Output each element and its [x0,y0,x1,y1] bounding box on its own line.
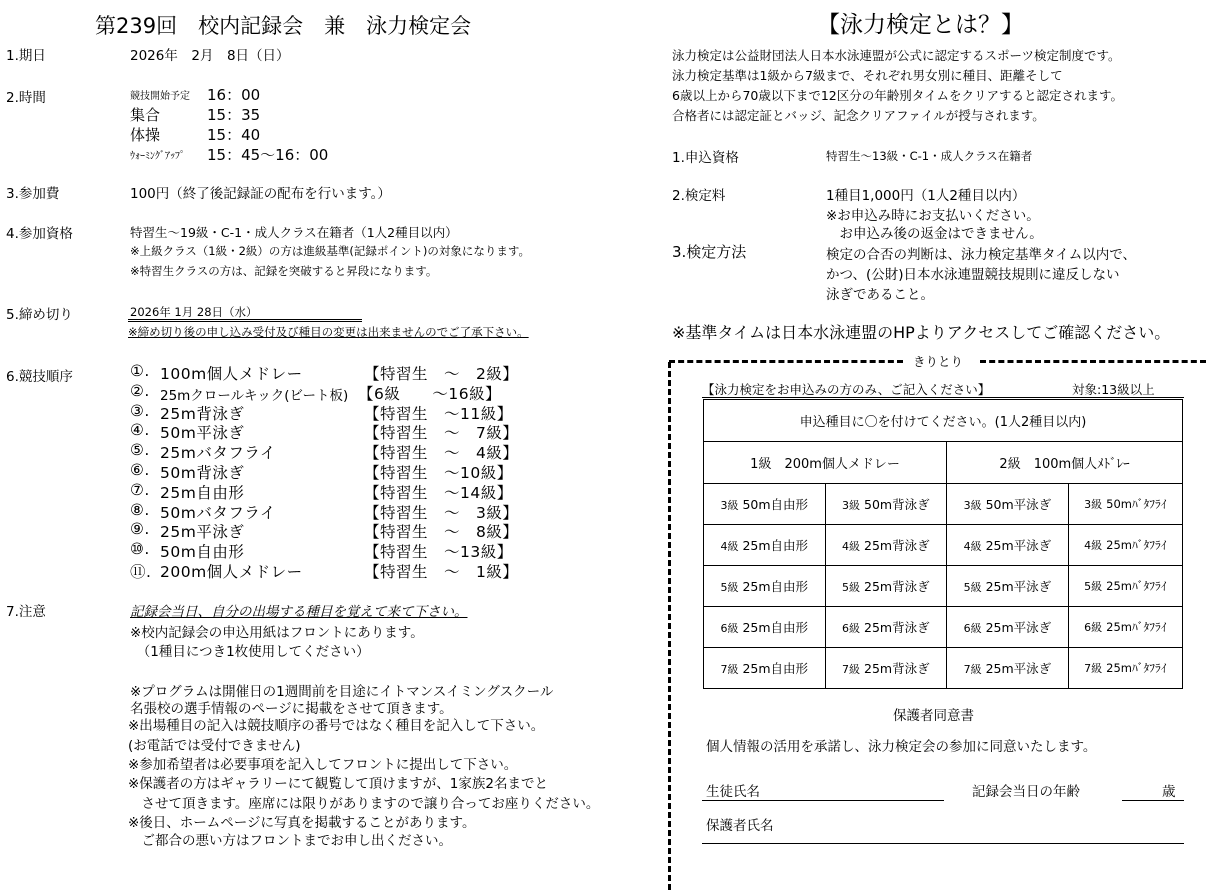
event-name: 25m自由形 [160,483,245,502]
instruction-cell: 申込種目に〇を付けてください。(1人2種目以内) [704,400,1183,442]
event-choice-cell[interactable] [704,566,826,607]
method-line: かつ、(公財)日本水泳連盟競技規則に違反しない [826,267,1120,283]
event-class-range: 【特習生 〜10級】 [364,464,513,482]
guardian-name-label: 保護者氏名 [706,818,774,834]
event-number: ⑥. [130,461,150,479]
event-class-range: 【特習生 〜13級】 [364,543,513,562]
date-label: 1.期日 [6,48,46,64]
method-label: 3.検定方法 [672,243,747,261]
time-row-warmup-value: 15：45〜16：00 [207,146,329,164]
event-choice-cell[interactable] [1068,566,1182,607]
event-choice-cell[interactable] [704,607,826,648]
event-name: 25m背泳ぎ [160,404,245,423]
event-class-range: 【6級 〜16級】 [358,384,502,403]
notes-line: ※参加希望者は必要事項を記入してフロントに提出して下さい。 [128,757,518,773]
exam-fee-line: 1種目1,000円（1人2種目以内） [826,188,1026,204]
event-choice-kyu: 7級 [842,663,861,676]
event-choice-cell[interactable] [947,525,1069,566]
age-field[interactable] [1122,800,1184,801]
event-number: ⑩. [130,540,150,559]
event-choice-kyu: 5級 [963,581,982,594]
event-choice-cell[interactable] [1068,648,1182,689]
age-unit: 歳 [1162,784,1176,800]
event-choice-kyu: 7級 [720,663,739,676]
event-class-range: 【特習生 〜 3級】 [364,503,519,522]
fee-value: 100円（終了後記録証の配布を行います。） [130,186,391,202]
form-header-underline [702,397,1184,398]
deadline-double-underline [128,319,362,322]
event-choice-name: 25m背泳ぎ [864,620,930,635]
event-choice-name: 25m自由形 [742,661,809,676]
notes-head: 記録会当日、自分の出場する種目を覚えて来て下さい。 [130,604,468,620]
notes-line: ※校内記録会の申込用紙はフロントにあります。 [130,625,424,641]
event-choice-kyu: 3級 [720,499,739,512]
notes-line: （1種目につき1枚使用してください） [130,644,370,660]
event-choice-name: 25m背泳ぎ [864,538,930,553]
eligibility-line: ※上級クラス（1級・2級）の方は進級基準(記録ポイント)の対象になります。 [130,244,530,258]
event-name: 50m背泳ぎ [160,464,245,482]
time-row-exercise-value: 15：40 [207,126,261,144]
event-choice-name: 25mﾊﾞﾀﾌﾗｲ [1106,538,1167,552]
notes-line: (お電話では受付できません) [128,738,301,754]
time-row-warmup-name: ｳｫｰﾐﾝｸﾞｱｯﾌﾟ [130,151,185,162]
event-choice-name: 25m自由形 [742,538,809,553]
event-name: 25mバタフライ [160,444,276,463]
event-name: 200m個人メドレー [160,563,303,581]
event-choice-name: 25m平泳ぎ [985,661,1052,676]
event-choice-cell[interactable] [825,607,947,648]
event-choice-cell[interactable] [947,607,1069,648]
notes-line: ※プログラムは開催日の1週間前を目途にイトマンスイミングスクール [130,684,554,700]
cutline-label: きりとり [913,354,964,369]
event-class-range: 【特習生 〜 1級】 [364,563,519,581]
event-choice-cell[interactable] [947,484,1069,525]
date-value: 2026年 2月 8日（日） [130,48,290,64]
event-class-range: 【特習生 〜 7級】 [364,424,519,443]
qual-value: 特習生〜13級・C-1・成人クラス在籍者 [826,149,1033,163]
event-choice-name: 25m平泳ぎ [985,620,1052,635]
notes-line: ご都合の悪い方はフロントまでお申し出ください。 [128,833,452,849]
event-choice-cell[interactable] [825,525,947,566]
event-choice-name: 25m背泳ぎ [864,661,930,676]
exam-fee-label: 2.検定料 [672,188,726,204]
eligibility-label: 4.参加資格 [6,226,73,242]
consent-title: 保護者同意書 [893,708,974,724]
intro-line: 泳力検定基準は1級から7級まで、それぞれ男女別に種目、距離そして [672,68,1063,83]
guardian-name-field[interactable] [702,843,1184,844]
event-number: ⑧. [130,500,150,519]
event-choice-name: 25mﾊﾞﾀﾌﾗｲ [1106,661,1167,675]
event-choice-cell[interactable] [825,566,947,607]
event-choice-name: 25m平泳ぎ [985,579,1052,594]
event-class-range: 【特習生 〜 2級】 [364,365,519,383]
notes-line: ※後日、ホームページに写真を掲載することがあります。 [128,815,476,831]
fee-label: 3.参加費 [6,186,60,202]
event-choice-name: 50m背泳ぎ [864,497,930,512]
event-name: 50mバタフライ [160,503,276,522]
event-name: 50m自由形 [160,543,245,562]
time-row-gather-value: 15：35 [207,106,261,124]
eligibility-line: 特習生〜19級・C-1・成人クラス在籍者（1人2種目以内） [130,225,458,240]
intro-line: 6歳以上から70歳以下まで12区分の年齢別タイムをクリアすると認定されます。 [672,88,1124,103]
event-choice-cell[interactable] [704,525,826,566]
event-choice-name: 50mﾊﾞﾀﾌﾗｲ [1106,497,1167,511]
event-class-range: 【特習生 〜14級】 [364,483,513,502]
left-title: 第239回 校内記録会 兼 泳力検定会 [95,14,472,38]
cutline-dash-vertical [668,362,671,890]
event-number: ⑪. [130,563,152,581]
eligibility-line: ※特習生クラスの方は、記録を突破すると昇段になります。 [130,264,438,278]
event-choice-kyu: 6級 [1084,621,1103,634]
notes-line: ※出場種目の記入は競技順序の番号ではなく種目を記入して下さい。 [128,718,545,734]
event-cell-1kyu[interactable]: 1級 200m個人メドレー [704,442,947,484]
deadline-label: 5.締め切り [6,307,73,323]
event-choice-cell[interactable] [1068,484,1182,525]
order-label: 6.競技順序 [6,369,73,385]
event-choice-kyu: 4級 [720,540,739,553]
event-choice-kyu: 5級 [1084,580,1103,593]
time-row-exercise-name: 体操 [130,126,161,144]
event-choice-name: 50m自由形 [742,497,809,512]
event-choice-cell[interactable] [704,484,826,525]
event-name: 25mクロールキック(ビート板) [160,387,349,404]
cutline-dash-left [669,360,903,363]
method-line: 検定の合否の判断は、泳力検定基準タイム以内で、 [826,247,1136,263]
event-class-range: 【特習生 〜 8級】 [364,523,519,542]
event-choice-kyu: 6級 [842,622,861,635]
cutline-dash-right [980,360,1206,363]
student-name-label: 生徒氏名 [706,784,760,800]
event-number: ⑤. [130,441,150,460]
consent-text: 個人情報の活用を承諾し、泳力検定会の参加に同意いたします。 [706,739,1097,755]
event-choice-cell[interactable] [1068,607,1182,648]
deadline-note: ※締め切り後の申し込み受付及び種目の変更は出来ませんのでご了承下さい。 [128,325,529,339]
event-choice-kyu: 3級 [963,499,982,512]
right-title: 【泳力検定とは？】 [817,12,1024,38]
age-label: 記録会当日の年齢 [972,784,1080,800]
event-choice-name: 25m平泳ぎ [985,538,1052,553]
notes-label: 7.注意 [6,604,46,620]
event-name: 100m個人メドレー [160,365,303,383]
event-choice-cell[interactable] [1068,525,1182,566]
time-row-start-name: 競技開始予定 [130,91,190,102]
event-number: ①. [130,362,150,380]
event-choice-cell[interactable] [947,648,1069,689]
event-choice-name: 25m自由形 [742,620,809,635]
event-choice-kyu: 6級 [720,622,739,635]
standard-time-notice: ※基準タイムは日本水泳連盟のHPよりアクセスしてご確認ください。 [672,323,1171,342]
event-choice-cell[interactable] [947,566,1069,607]
event-choice-cell[interactable] [825,484,947,525]
event-number: ⑦. [130,480,150,499]
form-header: 【泳力検定をお申込みの方のみ、ご記入ください】 [702,382,991,397]
student-name-field[interactable] [702,800,944,801]
method-line: 泳ぎであること。 [826,287,934,303]
event-choice-cell[interactable] [825,648,947,689]
event-name: 50m平泳ぎ [160,424,245,443]
event-choice-name: 25m自由形 [742,579,809,594]
event-choice-kyu: 7級 [963,663,982,676]
time-row-start-value: 16：00 [207,86,261,104]
qual-label: 1.申込資格 [672,150,739,166]
event-choice-kyu: 5級 [842,581,861,594]
intro-line: 泳力検定は公益財団法人日本水泳連盟が公式に認定するスポーツ検定制度です。 [672,48,1121,63]
event-choice-name: 25m背泳ぎ [864,579,930,594]
event-number: ②. [130,381,150,400]
application-table [703,399,1183,689]
event-choice-kyu: 7級 [1084,662,1103,675]
deadline-date: 2026年 1月 28日（水） [130,305,258,319]
exam-fee-line: ※お申込み時にお支払いください。 [826,208,1040,224]
form-target: 対象:13級以上 [1072,382,1155,397]
notes-line: ※保護者の方はギャラリーにて観覧して頂けますが、1家族2名までと [128,776,548,792]
event-choice-kyu: 4級 [963,540,982,553]
intro-line: 合格者には認定証とバッジ、記念クリアファイルが授与されます。 [672,108,1045,123]
exam-fee-line: お申込み後の返金はできません。 [826,226,1043,242]
event-choice-name: 25mﾊﾞﾀﾌﾗｲ [1106,620,1167,634]
time-label: 2.時間 [6,90,46,106]
event-number: ⑨. [130,520,150,539]
event-name: 25m平泳ぎ [160,523,245,542]
notes-line: 名張校の選手情報のページに掲載をさせて頂きます。 [130,701,453,717]
event-choice-kyu: 3級 [842,499,861,512]
event-choice-cell[interactable] [704,648,826,689]
event-class-range: 【特習生 〜11級】 [364,404,513,423]
event-choice-kyu: 3級 [1084,498,1103,511]
event-choice-kyu: 5級 [720,581,739,594]
event-choice-kyu: 4級 [842,540,861,553]
event-number: ④. [130,421,150,440]
event-choice-kyu: 4級 [1084,539,1103,552]
event-cell-2kyu[interactable]: 2級 100m個人ﾒﾄﾞﾚｰ [947,442,1183,484]
event-number: ③. [130,401,150,420]
event-choice-kyu: 6級 [963,622,982,635]
event-class-range: 【特習生 〜 4級】 [364,444,519,463]
event-choice-name: 25mﾊﾞﾀﾌﾗｲ [1106,579,1167,593]
time-row-gather-name: 集合 [130,106,161,124]
notes-line: させて頂きます。座席には限りがありますので譲り合ってお座りください。 [128,796,600,812]
event-choice-name: 50m平泳ぎ [985,497,1052,512]
